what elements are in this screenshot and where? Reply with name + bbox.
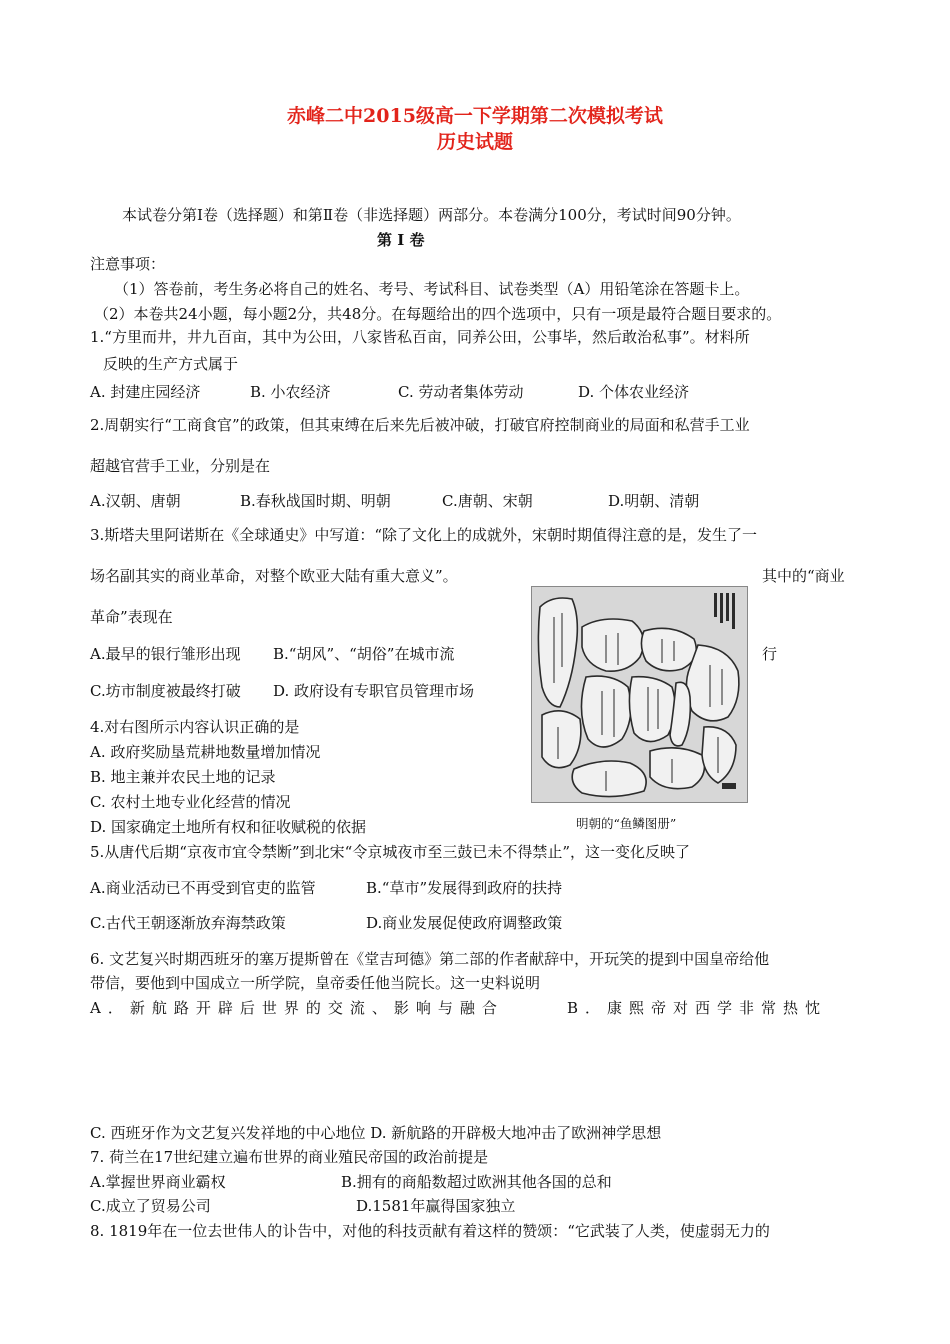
q4-option-d: D. 国家确定土地所有权和征收赋税的依据	[90, 818, 367, 836]
q3-option-a: A.最早的银行雏形出现	[90, 645, 241, 663]
q2-option-b: B.春秋战国时期、明朝	[240, 492, 391, 510]
q2-stem-line2: 超越官营手工业，分别是在	[90, 457, 271, 475]
q3-stem-line2: 场名副其实的商业革命，对整个欧亚大陆有重大意义”。	[90, 567, 458, 585]
q6-stem-line1: 6. 文艺复兴时期西班牙的塞万提斯曾在《堂吉珂德》第二部的作者献辞中，开玩笑的提到中国皇帝给他	[90, 950, 770, 968]
notes-heading: 注意事项：	[90, 255, 166, 273]
exam-subtitle: 历史试题	[436, 131, 513, 153]
q1-option-c: C. 劳动者集体劳动	[398, 383, 524, 401]
q5-option-c: C.古代王朝逐渐放弃海禁政策	[90, 914, 286, 932]
section-heading: 第 Ⅰ 卷	[377, 231, 425, 249]
q6-stem-line2: 带信，要他到中国成立一所学院，皇帝委任他当院长。这一史料说明	[90, 974, 541, 992]
q6-option-b: B．康熙帝对西学非常热忱	[567, 999, 828, 1017]
q4-option-c: C. 农村土地专业化经营的情况	[90, 793, 291, 811]
note-1: （1）答卷前，考生务必将自己的姓名、考号、考试科目、试卷类型（A）用铅笔涂在答题卡上。	[114, 280, 750, 298]
q7-option-b: B.拥有的商船数超过欧洲其他各国的总和	[341, 1173, 612, 1191]
exam-title: 赤峰二中2015级高一下学期第二次模拟考试	[287, 105, 663, 127]
note-2: （2）本卷共24小题，每小题2分，共48分。在每题给出的四个选项中，只有一项是最符合题目要求的。	[94, 305, 782, 323]
q3-stem-line2-end: 其中的“商业	[762, 567, 845, 585]
q1-stem-line1: 1.“方里而井，井九百亩，其中为公田，八家皆私百亩，同养公田，公事毕，然后敢治私事”。材料所	[90, 328, 750, 346]
q1-option-b: B. 小农经济	[250, 383, 331, 401]
q2-option-a: A.汉朝、唐朝	[90, 492, 181, 510]
q3-stem-line1: 3.斯塔夫里阿诺斯在《全球通史》中写道：“除了文化上的成就外，宋朝时期值得注意的是，发生了一	[90, 526, 757, 544]
q6-option-c-d: C. 西班牙作为文艺复兴发祥地的中心地位 D. 新航路的开辟极大地冲击了欧洲神学思想	[90, 1124, 662, 1142]
q7-option-d: D.1581年赢得国家独立	[356, 1197, 516, 1215]
q4-option-b: B. 地主兼并农民土地的记录	[90, 768, 276, 786]
q3-option-b-end: 行	[762, 645, 778, 663]
q4-option-a: A. 政府奖励垦荒耕地数量增加情况	[90, 743, 321, 761]
q1-option-a: A. 封建庄园经济	[90, 383, 201, 401]
q3-stem-line3: 革命”表现在	[90, 608, 173, 626]
q5-option-d: D.商业发展促使政府调整政策	[366, 914, 563, 932]
q2-option-c: C.唐朝、宋朝	[442, 492, 533, 510]
q3-option-d: D. 政府设有专职官员管理市场	[273, 682, 475, 700]
q7-option-a: A.掌握世界商业霸权	[90, 1173, 226, 1191]
fish-scale-register-image	[531, 586, 748, 803]
q5-option-b: B.“草市”发展得到政府的扶持	[366, 879, 563, 897]
q2-stem-line1: 2.周朝实行“工商食官”的政策，但其束缚在后来先后被冲破，打破官府控制商业的局面和私营手工业	[90, 416, 750, 434]
figure-caption: 明朝的“鱼鳞图册”	[576, 816, 677, 831]
q5-stem: 5.从唐代后期“京夜市宜令禁断”到北宋“令京城夜市至三鼓已未不得禁止”，这一变化反映了	[90, 843, 690, 861]
intro-text: 本试卷分第Ⅰ卷（选择题）和第Ⅱ卷（非选择题）两部分。本卷满分100分，考试时间90分钟。	[122, 206, 741, 224]
q5-option-a: A.商业活动已不再受到官吏的监管	[90, 879, 316, 897]
q2-option-d: D.明朝、清朝	[608, 492, 700, 510]
q4-stem: 4.对右图所示内容认识正确的是	[90, 718, 300, 736]
q7-stem: 7. 荷兰在17世纪建立遍布世界的商业殖民帝国的政治前提是	[90, 1148, 489, 1166]
q3-option-c: C.坊市制度被最终打破	[90, 682, 241, 700]
q8-stem-line1: 8. 1819年在一位去世伟人的讣告中，对他的科技贡献有着这样的赞颂：“它武装了人类，使虚弱无力的	[90, 1222, 770, 1240]
q7-option-c: C.成立了贸易公司	[90, 1197, 211, 1215]
q6-option-a: A．新航路开辟后世界的交流、影响与融合	[90, 999, 504, 1017]
q3-option-b: B.“胡风”、“胡俗”在城市流	[273, 645, 455, 663]
q1-stem-line2: 反映的生产方式属于	[103, 355, 239, 373]
q1-option-d: D. 个体农业经济	[578, 383, 690, 401]
